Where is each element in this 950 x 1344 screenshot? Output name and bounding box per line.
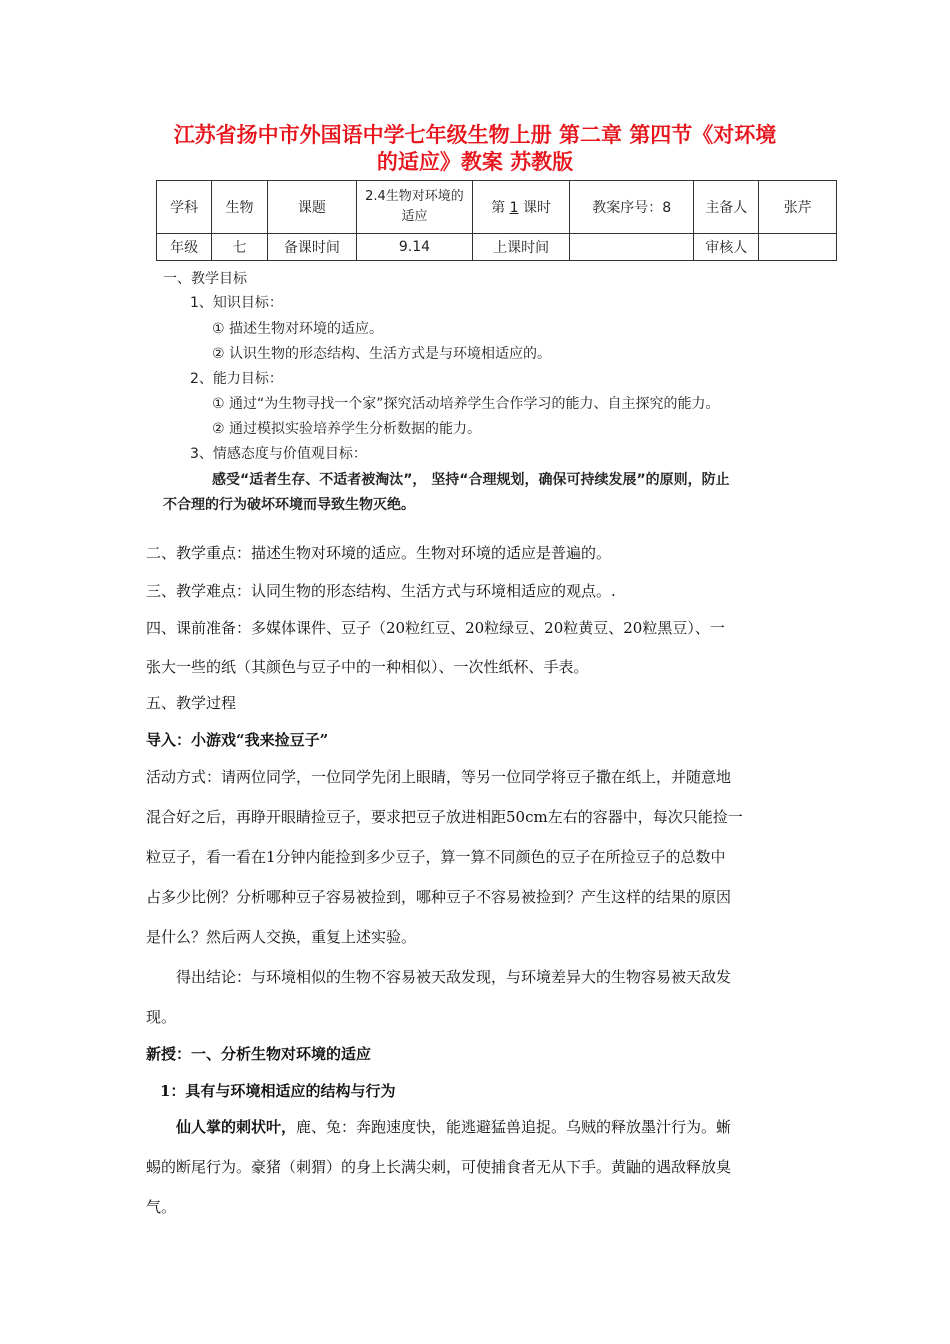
ability-item-2: ② 通过模拟实验培养学生分析数据的能力。 bbox=[212, 421, 481, 437]
intro-heading: 导入：小游戏“我来捡豆子” bbox=[146, 731, 329, 749]
emotion-heading: 3、情感态度与价值观目标： bbox=[190, 446, 367, 462]
cell-preparer-value: 张芹 bbox=[759, 181, 837, 234]
activity-line-1: 活动方式：请两位同学，一位同学先闭上眼睛，等另一位同学将豆子撒在纸上，并随意地 bbox=[146, 768, 732, 786]
cell-class-time-value bbox=[570, 234, 694, 261]
title-line-2: 的适应》教案 苏教版 bbox=[376, 150, 574, 174]
cell-grade-value: 七 bbox=[212, 234, 267, 261]
example-line-1 bbox=[176, 1116, 731, 1137]
cell-prep-time-value: 9.14 bbox=[357, 234, 473, 261]
example-rest: 鹿、兔：奔跑速度快，能逃避猛兽追捉。乌贼的释放墨汁行为。蜥 bbox=[296, 1118, 732, 1136]
example-bold: 仙人掌的刺状叶， bbox=[176, 1118, 297, 1136]
info-row-2 bbox=[157, 234, 837, 261]
cell-reviewer-value bbox=[759, 234, 837, 261]
cell-subject-label: 学科 bbox=[157, 181, 212, 234]
emotion-line-1: 感受“适者生存、不适者被淘汰”， 坚持“合理规划，确保可持续发展”的原则，防止 bbox=[212, 472, 730, 488]
ability-item-1: ① 通过“为生物寻找一个家”探究活动培养学生合作学习的能力、自主探究的能力。 bbox=[212, 396, 720, 412]
activity-line-3: 粒豆子，看一看在1分钟内能捡到多少豆子，算一算不同颜色的豆子在所捡豆子的总数中 bbox=[146, 848, 726, 866]
ability-heading: 2、能力目标： bbox=[190, 371, 283, 387]
cell-reviewer-label: 审核人 bbox=[694, 234, 759, 261]
knowledge-heading: 1、知识目标： bbox=[190, 295, 283, 311]
cell-topic-value: 2.4生物对环境的适应 bbox=[357, 181, 473, 234]
objectives-heading: 一、教学目标 bbox=[163, 271, 247, 287]
cell-plan-number: 教案序号：8 bbox=[570, 181, 694, 234]
example-line-3: 气。 bbox=[146, 1198, 177, 1216]
point-1-heading: 1：具有与环境相适应的结构与行为 bbox=[160, 1082, 396, 1100]
activity-line-4: 占多少比例？分析哪种豆子容易被捡到，哪种豆子不容易被捡到？产生这样的结果的原因 bbox=[146, 888, 732, 906]
cell-prep-time-label: 备课时间 bbox=[267, 234, 357, 261]
lesson-info-table bbox=[156, 180, 837, 261]
key-point: 二、教学重点：描述生物对环境的适应。生物对环境的适应是普遍的。 bbox=[146, 544, 612, 562]
activity-line-5: 是什么？然后两人交换，重复上述实验。 bbox=[146, 928, 417, 946]
process-heading: 五、教学过程 bbox=[146, 694, 237, 712]
cell-subject-value: 生物 bbox=[212, 181, 267, 234]
example-line-2: 蜴的断尾行为。豪猪（刺猬）的身上长满尖刺，可使捕食者无从下手。黄鼬的遇敌释放臭 bbox=[146, 1158, 732, 1176]
activity-line-2: 混合好之后，再睁开眼睛捡豆子，要求把豆子放进相距50cm左右的容器中，每次只能捡一 bbox=[146, 808, 743, 826]
cell-topic-label: 课题 bbox=[267, 181, 357, 234]
cell-lesson-number: 第 1 课时 bbox=[472, 181, 570, 234]
knowledge-item-2: ② 认识生物的形态结构、生活方式是与环境相适应的。 bbox=[212, 346, 551, 362]
conclusion-line-2: 现。 bbox=[146, 1008, 177, 1026]
document-title bbox=[130, 122, 820, 176]
title-line-1: 江苏省扬中市外国语中学七年级生物上册 第二章 第四节《对环境 bbox=[173, 123, 777, 147]
preparation-line-1: 四、课前准备：多媒体课件、豆子（20粒红豆、20粒绿豆、20粒黄豆、20粒黑豆）、一 bbox=[146, 619, 725, 637]
conclusion-line-1: 得出结论：与环境相似的生物不容易被天敌发现，与环境差异大的生物容易被天敌发 bbox=[176, 968, 732, 986]
knowledge-item-1: ① 描述生物对环境的适应。 bbox=[212, 321, 384, 337]
cell-preparer-label: 主备人 bbox=[694, 181, 759, 234]
info-row-1 bbox=[157, 181, 837, 234]
cell-class-time-label: 上课时间 bbox=[472, 234, 570, 261]
cell-grade-label: 年级 bbox=[157, 234, 212, 261]
difficulty: 三、教学难点：认同生物的形态结构、生活方式与环境相适应的观点。. bbox=[146, 582, 616, 600]
new-lesson-heading: 新授：一、分析生物对环境的适应 bbox=[146, 1045, 372, 1063]
emotion-line-2: 不合理的行为破坏环境而导致生物灭绝。 bbox=[163, 497, 415, 513]
preparation-line-2: 张大一些的纸（其颜色与豆子中的一种相似）、一次性纸杯、手表。 bbox=[146, 658, 589, 676]
